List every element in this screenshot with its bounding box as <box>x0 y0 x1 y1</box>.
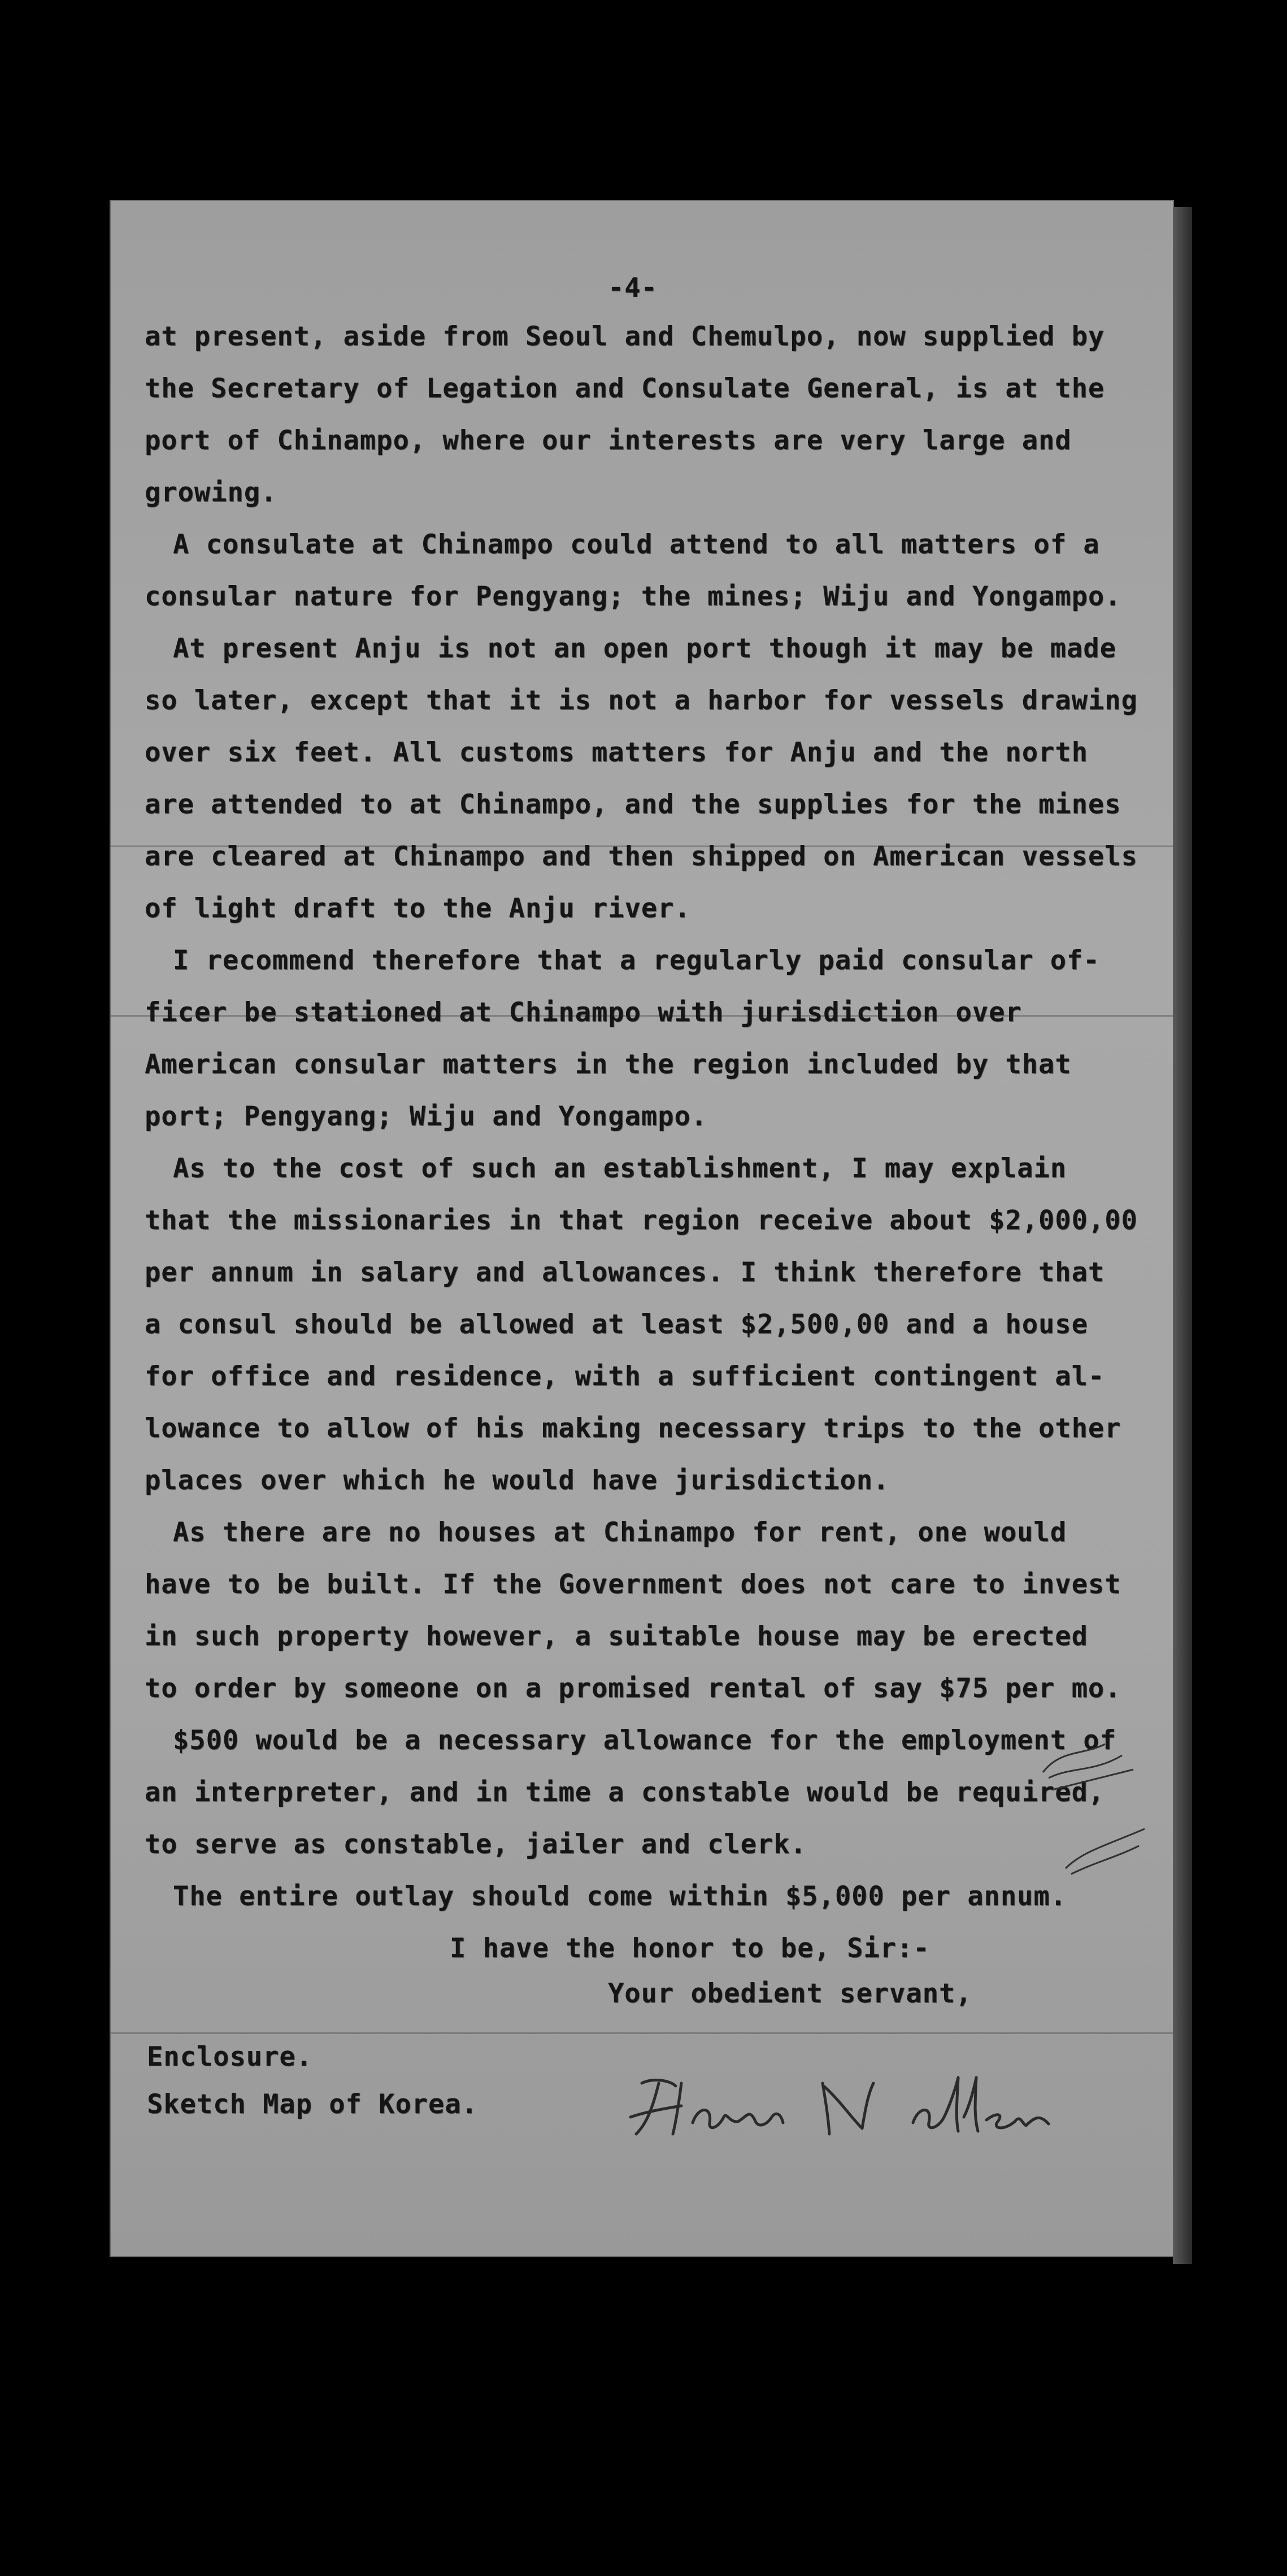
text-line: to serve as constable, jailer and clerk. <box>145 1829 807 1860</box>
document-page <box>111 201 1173 2256</box>
text-line: As there are no houses at Chinampo for rent, one would <box>173 1517 1067 1548</box>
page-number: -4- <box>608 272 658 303</box>
pen-scribble-mark <box>1060 1823 1150 1880</box>
page-crease <box>111 2032 1173 2034</box>
text-line: At present Anju is not an open port though it may be made <box>173 633 1116 664</box>
text-line: so later, except that it is not a harbor for vessels drawing <box>145 685 1138 716</box>
text-line: As to the cost of such an establishment, I may explain <box>173 1153 1067 1184</box>
text-line: are cleared at Chinampo and then shipped on American vessels <box>145 841 1138 872</box>
text-line: places over which he would have jurisdiction. <box>145 1465 890 1496</box>
text-line: $500 would be a necessary allowance for the employment of <box>173 1725 1116 1756</box>
text-line: a consul should be allowed at least $2,500,00 and a house <box>145 1309 1088 1340</box>
closing-signoff: Your obedient servant, <box>608 1978 972 2009</box>
text-line: port; Pengyang; Wiju and Yongampo. <box>145 1101 708 1132</box>
text-line: American consular matters in the region included by that <box>145 1049 1072 1080</box>
enclosure-label: Enclosure. <box>147 2041 312 2072</box>
text-line: per annum in salary and allowances. I think therefore that <box>145 1257 1105 1288</box>
text-line: growing. <box>145 477 277 508</box>
text-line: The entire outlay should come within $5,000 per annum. <box>173 1881 1067 1912</box>
text-line: at present, aside from Seoul and Chemulpo, now supplied by <box>145 321 1105 352</box>
text-line: I recommend therefore that a regularly paid consular of- <box>173 945 1100 976</box>
text-line: lowance to allow of his making necessary trips to the other <box>145 1413 1121 1444</box>
text-line: are attended to at Chinampo, and the supplies for the mines <box>145 789 1121 820</box>
pen-scribble-mark <box>1037 1738 1139 1806</box>
text-line: of light draft to the Anju river. <box>145 893 691 924</box>
page-edge-shadow <box>1173 207 1192 2264</box>
text-line: port of Chinampo, where our interests are very large and <box>145 425 1072 456</box>
text-line: consular nature for Pengyang; the mines; Wiju and Yongampo. <box>145 581 1121 612</box>
closing-line: I have the honor to be, Sir:- <box>450 1933 930 1964</box>
text-line: the Secretary of Legation and Consulate General, is at the <box>145 373 1105 404</box>
text-line: an interpreter, and in time a constable would be required, <box>145 1777 1105 1808</box>
handwritten-signature <box>619 2061 1128 2151</box>
text-line: to order by someone on a promised rental of say $75 per mo. <box>145 1673 1121 1704</box>
text-line: for office and residence, with a sufficient contingent al- <box>145 1361 1105 1392</box>
enclosure-item: Sketch Map of Korea. <box>147 2089 478 2120</box>
text-line: that the missionaries in that region receive about $2,000,00 <box>145 1205 1138 1236</box>
text-line: over six feet. All customs matters for Anju and the north <box>145 737 1088 768</box>
text-line: A consulate at Chinampo could attend to all matters of a <box>173 529 1100 560</box>
text-line: in such property however, a suitable house may be erected <box>145 1621 1088 1652</box>
text-line: have to be built. If the Government does not care to invest <box>145 1569 1121 1600</box>
text-line: ficer be stationed at Chinampo with jurisdiction over <box>145 997 1022 1028</box>
